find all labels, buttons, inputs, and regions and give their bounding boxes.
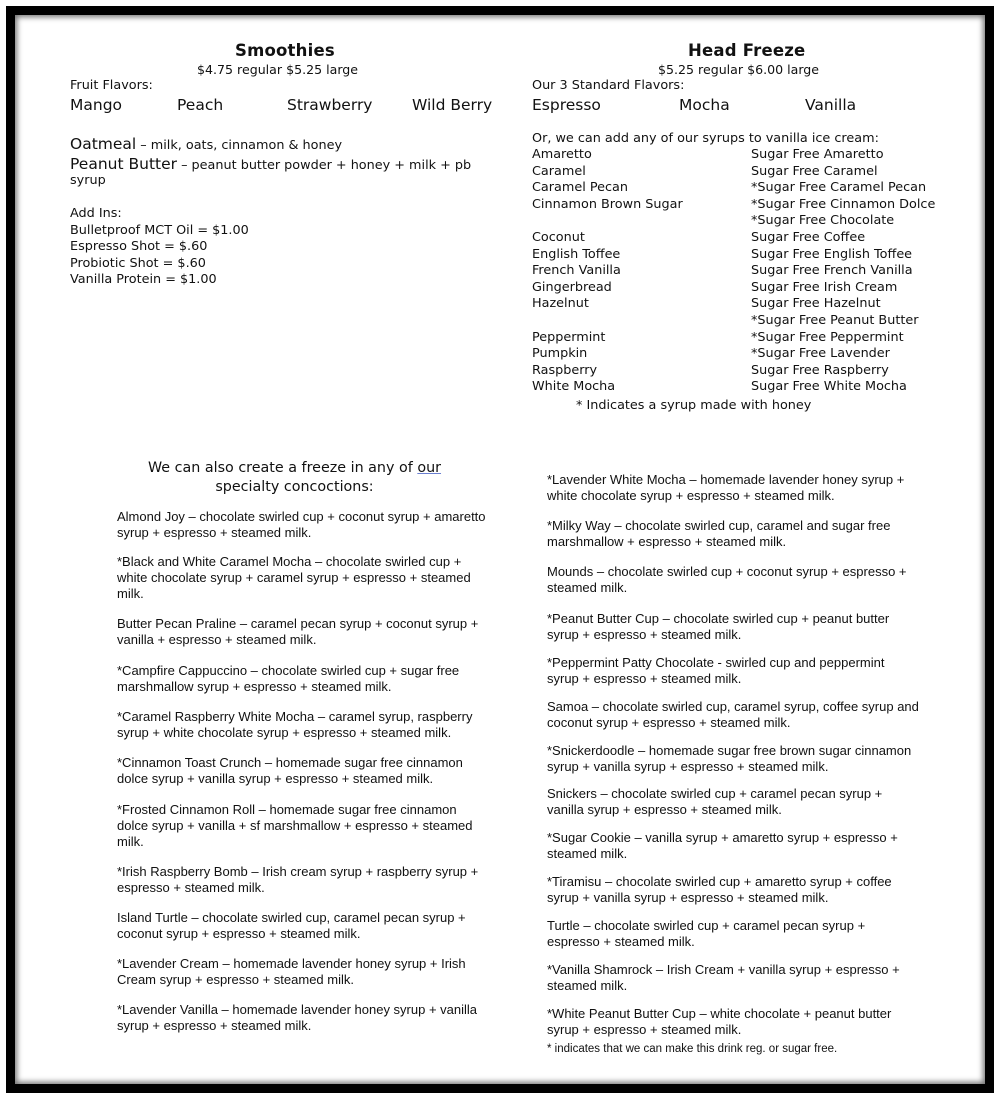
syrup-row [532, 313, 952, 330]
syrup-regular: Gingerbread [532, 279, 612, 295]
syrup-row [532, 346, 952, 363]
peanut-butter-name: Peanut Butter [70, 155, 178, 173]
syrups-intro: Or, we can add any of our syrups to vanilla ice cream: [532, 131, 879, 146]
syrup-sugar-free: *Sugar Free Cinnamon Dolce [751, 196, 936, 212]
add-ins-label: Add Ins: [70, 206, 122, 221]
syrup-row [532, 230, 952, 247]
fruit-flavor: Peach [177, 96, 224, 114]
head-freeze-price: $5.25 regular $6.00 large [658, 62, 820, 77]
concoction-item: Island Turtle – chocolate swirled cup, caramel pecan syrup + coconut syrup + espresso + steamed milk. [117, 910, 466, 941]
syrup-sugar-free: *Sugar Free Peanut Butter [751, 312, 919, 328]
smoothies-title: Smoothies [235, 41, 335, 60]
syrup-regular: Raspberry [532, 362, 598, 378]
concoction-item: *Cinnamon Toast Crunch – homemade sugar free cinnamon dolce syrup + vanilla syrup + espresso + steamed milk. [117, 755, 463, 786]
syrup-sugar-free: *Sugar Free Lavender [751, 346, 890, 362]
concoction-item: Butter Pecan Praline – caramel pecan syrup + coconut syrup + vanilla + espresso + steamed milk. [117, 616, 479, 647]
menu-frame [6, 6, 994, 1093]
syrup-row [532, 213, 952, 230]
concoction-item: *Black and White Caramel Mocha – chocolate swirled cup + white chocolate syrup + caramel syrup + espresso + steamed milk. [117, 554, 471, 601]
syrup-regular: White Mocha [532, 379, 616, 395]
syrup-sugar-free: *Sugar Free Peppermint [751, 329, 904, 345]
standard-flavors-label: Our 3 Standard Flavors: [532, 78, 685, 93]
syrup-row [532, 363, 952, 380]
oatmeal-desc: – milk, oats, cinnamon & honey [136, 138, 343, 153]
fruit-flavor: Strawberry [287, 96, 373, 114]
concoction-item: *Vanilla Shamrock – Irish Cream + vanilla syrup + espresso + steamed milk. [547, 962, 900, 993]
menu-page [15, 15, 985, 1084]
concoction-item: Mounds – chocolate swirled cup + coconut syrup + espresso + steamed milk. [547, 564, 907, 595]
syrup-sugar-free: Sugar Free English Toffee [751, 246, 913, 262]
syrup-row [532, 164, 952, 181]
syrup-regular: Coconut [532, 229, 585, 245]
concoctions-intro-text: We can also create a freeze in any of [147, 460, 418, 476]
concoction-item: Snickers – chocolate swirled cup + caramel pecan syrup + vanilla syrup + espresso + steamed milk. [547, 786, 883, 817]
fruit-flavor: Wild Berry [412, 96, 493, 114]
syrup-sugar-free: Sugar Free Caramel [751, 163, 878, 179]
syrup-sugar-free: *Sugar Free Caramel Pecan [751, 180, 927, 196]
syrup-sugar-free: Sugar Free Coffee [751, 229, 866, 245]
concoctions-intro-text-2: specialty concoctions: [215, 479, 374, 495]
syrup-list [532, 147, 952, 396]
syrup-row [532, 330, 952, 347]
concoction-item: *Milky Way – chocolate swirled cup, caramel and sugar free marshmallow + espresso + steamed milk. [547, 518, 891, 549]
concoction-item: *Snickerdoodle – homemade sugar free brown sugar cinnamon syrup + vanilla syrup + espresso + steamed milk. [547, 743, 912, 774]
syrup-row [532, 147, 952, 164]
syrup-sugar-free: Sugar Free Raspberry [751, 362, 889, 378]
syrup-sugar-free: Sugar Free White Mocha [751, 379, 907, 395]
add-in-item: Probiotic Shot = $.60 [70, 256, 206, 271]
smoothies-price: $4.75 regular $5.25 large [197, 62, 359, 77]
syrup-sugar-free: Sugar Free French Vanilla [751, 263, 913, 279]
syrup-regular: Caramel Pecan [532, 180, 628, 196]
concoction-item: *Frosted Cinnamon Roll – homemade sugar free cinnamon dolce syrup + vanilla + sf marshmallow + espresso + steamed milk. [117, 802, 473, 849]
add-in-item: Espresso Shot = $.60 [70, 239, 208, 254]
concoction-item: *Peppermint Patty Chocolate - swirled cup and peppermint syrup + espresso + steamed milk. [547, 655, 885, 686]
standard-flavor: Espresso [532, 96, 601, 114]
syrup-row [532, 247, 952, 264]
peanut-butter-desc-cont: syrup [70, 173, 106, 188]
fruit-flavors-label: Fruit Flavors: [70, 78, 153, 93]
fruit-flavor: Mango [70, 96, 123, 114]
concoction-item: *Lavender White Mocha – homemade lavender honey syrup + white chocolate syrup + espresso + steamed milk. [547, 472, 905, 503]
concoction-item: Turtle – chocolate swirled cup + caramel pecan syrup + espresso + steamed milk. [547, 918, 866, 949]
concoctions-intro-underlined: our [417, 460, 442, 476]
oatmeal-name: Oatmeal [70, 135, 137, 153]
syrup-regular: English Toffee [532, 246, 621, 262]
concoction-item: *Irish Raspberry Bomb – Irish cream syrup + raspberry syrup + espresso + steamed milk. [117, 864, 479, 895]
peanut-butter-desc: – peanut butter powder + honey + milk + pb [177, 158, 472, 173]
oatmeal-item [70, 134, 342, 153]
concoction-item: *White Peanut Butter Cup – white chocolate + peanut butter syrup + espresso + steamed milk. [547, 1006, 892, 1037]
syrup-row [532, 197, 952, 214]
sugar-free-footnote: * indicates that we can make this drink reg. or sugar free. [547, 1043, 838, 1055]
peanut-butter-item [70, 154, 471, 173]
concoction-item: *Tiramisu – chocolate swirled cup + amaretto syrup + coffee syrup + vanilla syrup + espresso + steamed milk. [547, 874, 892, 905]
syrup-regular: Peppermint [532, 329, 606, 345]
syrup-regular: Hazelnut [532, 296, 589, 312]
concoction-item: *Caramel Raspberry White Mocha – caramel syrup, raspberry syrup + white chocolate syrup + espresso + steamed milk. [117, 709, 473, 740]
concoction-item: *Sugar Cookie – vanilla syrup + amaretto syrup + espresso + steamed milk. [547, 830, 898, 861]
syrup-regular: Caramel [532, 163, 586, 179]
head-freeze-title: Head Freeze [688, 41, 806, 60]
syrup-sugar-free: Sugar Free Hazelnut [751, 296, 881, 312]
syrup-regular: Pumpkin [532, 346, 588, 362]
concoction-item: Almond Joy – chocolate swirled cup + coconut syrup + amaretto syrup + espresso + steamed milk. [117, 509, 486, 540]
syrup-regular: Amaretto [532, 147, 592, 162]
honey-note: * Indicates a syrup made with honey [576, 398, 812, 413]
standard-flavor: Mocha [679, 96, 730, 114]
concoctions-intro [128, 459, 461, 497]
add-in-item: Vanilla Protein = $1.00 [70, 272, 217, 287]
syrup-row [532, 263, 952, 280]
add-in-item: Bulletproof MCT Oil = $1.00 [70, 223, 249, 238]
syrup-row [532, 280, 952, 297]
syrup-regular: Cinnamon Brown Sugar [532, 196, 683, 212]
syrup-row [532, 379, 952, 396]
syrup-row [532, 296, 952, 313]
concoction-item: *Campfire Cappuccino – chocolate swirled cup + sugar free marshmallow syrup + espresso + steamed milk. [117, 663, 460, 694]
syrup-regular: French Vanilla [532, 263, 621, 279]
syrup-sugar-free: Sugar Free Amaretto [751, 147, 884, 162]
concoction-item: *Lavender Cream – homemade lavender honey syrup + Irish Cream syrup + espresso + steamed milk. [117, 956, 466, 987]
syrup-sugar-free: Sugar Free Irish Cream [751, 279, 898, 295]
concoction-item: Samoa – chocolate swirled cup, caramel syrup, coffee syrup and coconut syrup + espresso + steamed milk. [547, 699, 919, 730]
syrup-sugar-free: *Sugar Free Chocolate [751, 213, 895, 229]
concoction-item: *Lavender Vanilla – homemade lavender honey syrup + vanilla syrup + espresso + steamed milk. [117, 1002, 478, 1033]
standard-flavor: Vanilla [805, 96, 857, 114]
syrup-row [532, 180, 952, 197]
concoction-item: *Peanut Butter Cup – chocolate swirled cup + peanut butter syrup + espresso + steamed milk. [547, 611, 890, 642]
